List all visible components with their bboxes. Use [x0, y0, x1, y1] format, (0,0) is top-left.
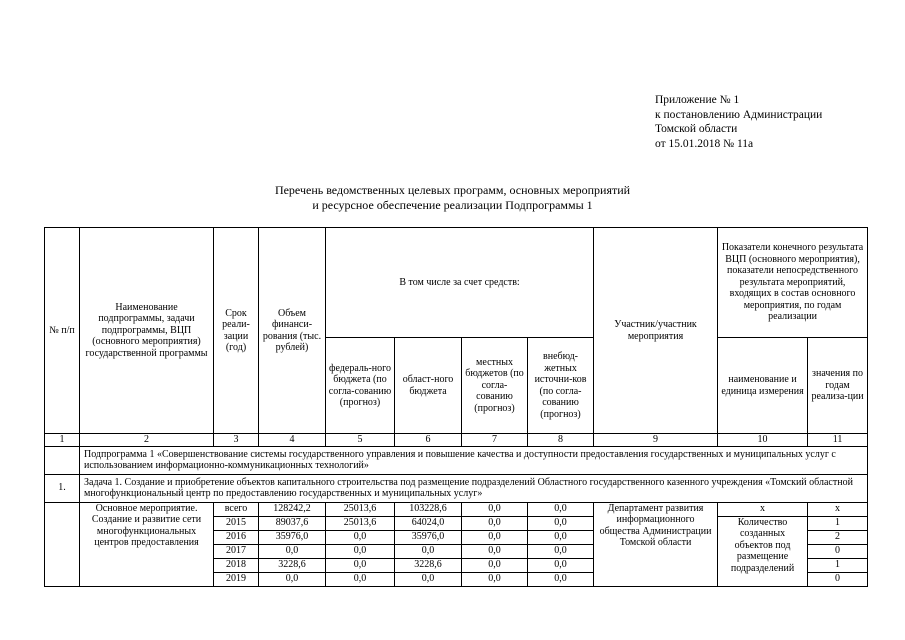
- indicator-header-cell: x: [718, 502, 808, 516]
- year-cell: 2017: [214, 544, 259, 558]
- column-numbers-row: [45, 434, 868, 447]
- local-cell: 0,0: [462, 516, 528, 530]
- task-row: [45, 474, 868, 502]
- regional-cell: 35976,0: [395, 530, 462, 544]
- federal-cell: 0,0: [326, 530, 395, 544]
- document-title: [0, 183, 905, 213]
- appendix-line: Приложение № 1: [655, 94, 740, 106]
- extra-cell: 0,0: [528, 516, 594, 530]
- local-cell: 0,0: [462, 502, 528, 516]
- col-number: 5: [326, 434, 395, 447]
- header-local: местных бюджетов (по согла-сованию (прогноз): [462, 338, 528, 434]
- value-cell: 1: [808, 558, 868, 572]
- local-cell: 0,0: [462, 544, 528, 558]
- col-number: 4: [259, 434, 326, 447]
- local-cell: 0,0: [462, 530, 528, 544]
- appendix-block: [655, 93, 822, 151]
- subprogram-text: Подпрограмма 1 «Совершенствование системы государственного управления и повышение качества и доступности предоставления государственных и муниципальных услуг с использованием информационно-коммуникационных технологий»: [80, 446, 868, 474]
- title-line-2: и ресурсное обеспечение реализации Подпрограммы 1: [312, 198, 593, 212]
- volume-cell: 0,0: [259, 572, 326, 586]
- col-number: 8: [528, 434, 594, 447]
- col-number: 3: [214, 434, 259, 447]
- extra-cell: 0,0: [528, 544, 594, 558]
- header-term: Срок реали-зации (год): [214, 228, 259, 434]
- volume-cell: 0,0: [259, 544, 326, 558]
- header-num: № п/п: [45, 228, 80, 434]
- federal-cell: 0,0: [326, 544, 395, 558]
- regional-cell: 64024,0: [395, 516, 462, 530]
- local-cell: 0,0: [462, 572, 528, 586]
- volume-cell: 3228,6: [259, 558, 326, 572]
- subprogram-num-cell: [45, 446, 80, 474]
- col-number: 2: [80, 434, 214, 447]
- indicator-name: Количество созданных объектов под размещение подразделений: [718, 516, 808, 586]
- extra-cell: 0,0: [528, 558, 594, 572]
- regional-cell: 0,0: [395, 572, 462, 586]
- appendix-line: к постановлению Администрации: [655, 108, 823, 121]
- extra-cell: 0,0: [528, 502, 594, 516]
- header-ind-values: значения по годам реализа-ции: [808, 338, 868, 434]
- federal-cell: 0,0: [326, 558, 395, 572]
- measure-num-cell: [45, 502, 80, 586]
- appendix-line: от 15.01.2018 № 11а: [655, 137, 754, 150]
- extra-cell: 0,0: [528, 530, 594, 544]
- header-name: Наименование подпрограммы, задачи подпрограммы, ВЦП (основного мероприятия) государственной программы: [80, 228, 214, 434]
- header-row-1: [45, 228, 868, 338]
- year-cell: 2019: [214, 572, 259, 586]
- col-number: 11: [808, 434, 868, 447]
- header-participant: Участник/участник мероприятия: [594, 228, 718, 434]
- volume-cell: 128242,2: [259, 502, 326, 516]
- header-indicators: Показатели конечного результата ВЦП (основного мероприятия), показатели непосредственного результата мероприятий, входящих в состав основного мероприятия, по годам реализации: [718, 228, 868, 338]
- header-federal: федераль-ного бюджета (по согла-сованию (прогноз): [326, 338, 395, 434]
- title-line-1: Перечень ведомственных целевых программ, основных мероприятий: [274, 183, 631, 197]
- measure-name: Основное мероприятие. Создание и развитие сети многофункциональных центров предоставления: [80, 502, 214, 586]
- regional-cell: 3228,6: [395, 558, 462, 572]
- year-cell: 2018: [214, 558, 259, 572]
- header-ind-name: наименование и единица измерения: [718, 338, 808, 434]
- table-row: [45, 502, 868, 516]
- col-number: 10: [718, 434, 808, 447]
- value-cell: 0: [808, 572, 868, 586]
- year-cell: всего: [214, 502, 259, 516]
- regional-cell: 103228,6: [395, 502, 462, 516]
- col-number: 6: [395, 434, 462, 447]
- value-cell: 2: [808, 530, 868, 544]
- header-including: В том числе за счет средств:: [326, 228, 594, 338]
- subprogram-row: [45, 446, 868, 474]
- local-cell: 0,0: [462, 558, 528, 572]
- year-cell: 2015: [214, 516, 259, 530]
- volume-cell: 35976,0: [259, 530, 326, 544]
- program-table: [44, 227, 868, 587]
- extra-cell: 0,0: [528, 572, 594, 586]
- col-number: 1: [45, 434, 80, 447]
- header-extra: внебюд-жетных источни-ков (по согла-сованию (прогноз): [528, 338, 594, 434]
- federal-cell: 25013,6: [326, 516, 395, 530]
- header-regional: област-ного бюджета: [395, 338, 462, 434]
- federal-cell: 0,0: [326, 572, 395, 586]
- col-number: 9: [594, 434, 718, 447]
- regional-cell: 0,0: [395, 544, 462, 558]
- value-cell: 0: [808, 544, 868, 558]
- task-num: 1.: [45, 474, 80, 502]
- task-text: Задача 1. Создание и приобретение объектов капитального строительства под размещение подразделений Областного государственного казенного учреждения «Томский областной многофункциональный центр по предоставлению государственных и муниципальных услуг»: [80, 474, 868, 502]
- federal-cell: 25013,6: [326, 502, 395, 516]
- appendix-line: Томской области: [655, 123, 738, 135]
- col-number: 7: [462, 434, 528, 447]
- participant-cell: Департамент развития информационного общества Администрации Томской области: [594, 502, 718, 586]
- volume-cell: 89037,6: [259, 516, 326, 530]
- value-cell: 1: [808, 516, 868, 530]
- header-volume: Объем финанси-рования (тыс. рублей): [259, 228, 326, 434]
- year-cell: 2016: [214, 530, 259, 544]
- value-cell: x: [808, 502, 868, 516]
